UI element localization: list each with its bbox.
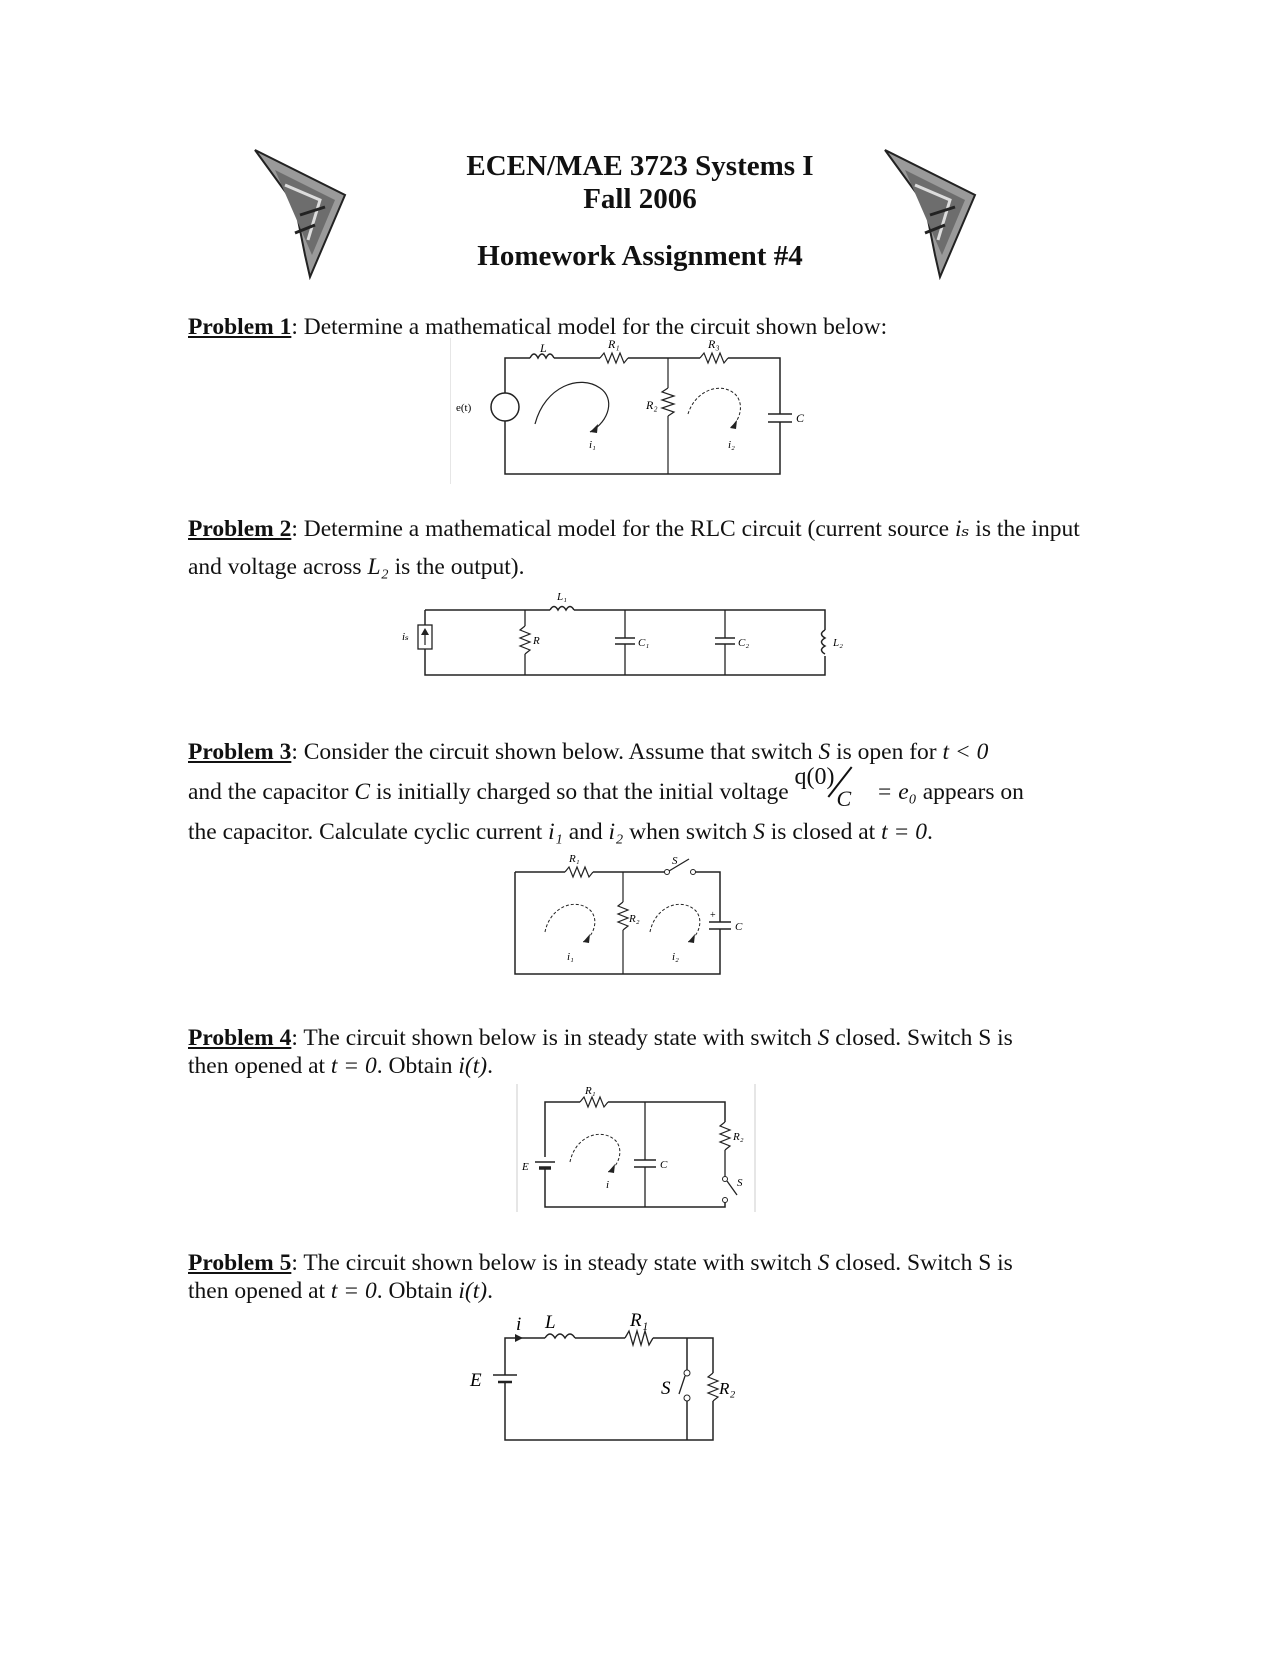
problem-4: [188, 1024, 1088, 1080]
circuit-4-label-S: S: [737, 1177, 743, 1189]
circuit-5-label-i: i: [516, 1314, 522, 1335]
circuit-1-label-R3: R₃: [708, 337, 720, 351]
problem-3-sym-S-2: S: [753, 819, 765, 845]
assignment-title: Homework Assignment #4: [477, 240, 803, 272]
problem-3-text-c: and the capacitor: [188, 779, 355, 805]
problem-4-func: i(t): [458, 1053, 488, 1079]
course-title: ECEN/MAE 3723 Systems I: [466, 150, 814, 182]
problem-3-sym-S: S: [818, 739, 831, 765]
problem-3-sym-i1: i₁: [548, 819, 563, 845]
problem-5-text-a: : The circuit shown below is in steady state with switch: [291, 1250, 818, 1276]
problem-4-line-2: [188, 1052, 1088, 1080]
problem-5-text-end: .: [487, 1278, 493, 1304]
problem-4-line-1: [188, 1024, 1088, 1052]
problem-3-sym-C: C: [354, 779, 371, 805]
problem-3-text-end: .: [926, 819, 933, 845]
problem-3-sym-i2: i₂: [608, 819, 624, 845]
circuit-5-label-R1: R₁: [630, 1310, 649, 1331]
circuit-3: [505, 852, 775, 987]
circuit-2-label-R: R: [533, 635, 540, 647]
circuit-1-label-i1: i₁: [589, 439, 596, 451]
circuit-4-label-R1: R₁: [585, 1085, 596, 1097]
circuit-3-label-i1: i₁: [567, 951, 574, 963]
circuit-5: [465, 1308, 755, 1448]
problem-3: [188, 732, 1088, 852]
problem-4-text-a: : The circuit shown below is in steady state with switch: [291, 1025, 818, 1051]
problem-3-fraction: [794, 764, 877, 811]
circuit-3-label-R1: R₁: [569, 853, 580, 865]
problem-3-text-and: and: [562, 819, 609, 845]
problem-3-text-e: appears on: [916, 779, 1024, 805]
problem-2-text-b: is the input and voltage across: [188, 516, 1080, 580]
problem-3-text-b: is open for: [830, 739, 943, 765]
circuit-3-label-C: C: [735, 921, 743, 933]
circuit-3-label-R2: R₂: [629, 913, 640, 925]
bomber-logo-right: [880, 145, 990, 280]
problem-4-text-b: closed. Switch S is: [829, 1025, 1013, 1051]
problem-4-sym-S: S: [817, 1025, 830, 1051]
circuit-2-label-is: iₛ: [402, 631, 409, 643]
circuit-1: [450, 336, 810, 486]
problem-3-frac-den: C: [836, 786, 852, 811]
problem-3-text-f: the capacitor. Calculate cyclic current: [188, 819, 549, 845]
problem-3-text-h: is closed at: [764, 819, 882, 845]
problem-3-line-2: [188, 764, 1088, 812]
problem-3-line-3: [188, 812, 1088, 852]
problem-1-text: : Determine a mathematical model for the circuit shown below:: [291, 314, 888, 340]
problem-5-line-1: [188, 1249, 1088, 1277]
problem-4-text-d: . Obtain: [376, 1053, 459, 1079]
problem-5-text-b: closed. Switch S is: [829, 1250, 1013, 1276]
circuit-4-label-E: E: [522, 1161, 529, 1173]
circuit-5-label-E: E: [470, 1370, 482, 1391]
circuit-2-label-L1: L₁: [557, 591, 567, 603]
circuit-5-label-R2: R₂: [719, 1379, 736, 1398]
circuit-2-label-C1: C₁: [638, 637, 650, 649]
problem-2-text-c: is the output).: [388, 554, 525, 580]
problem-3-text-a: : Consider the circuit shown below. Assume that switch: [291, 739, 819, 765]
circuit-2-label-C2: C₂: [738, 637, 750, 649]
problem-4-text-c: then opened at: [188, 1053, 331, 1079]
term: Fall 2006: [583, 183, 697, 215]
problem-3-cond-t0: t = 0: [881, 819, 927, 845]
problem-3-text-eq: = e₀: [876, 779, 917, 805]
circuit-4-label-i: i: [606, 1179, 610, 1191]
circuit-2: [400, 590, 860, 690]
problem-5-label: Problem 5: [188, 1250, 292, 1276]
problem-3-line-1: [188, 732, 1088, 772]
circuit-4-label-C: C: [660, 1159, 668, 1171]
problem-3-cond: t < 0: [942, 739, 989, 765]
problem-5-line-2: [188, 1277, 1088, 1305]
circuit-4: [515, 1082, 760, 1214]
problem-2-sym-is: iₛ: [954, 516, 970, 542]
circuit-5-label-L: L: [545, 1312, 556, 1333]
problem-3-frac-num: q(0): [794, 764, 835, 790]
circuit-2-label-L2: L₂: [833, 637, 843, 649]
circuit-3-label-S: S: [672, 855, 678, 867]
problem-5-text-c: then opened at: [188, 1278, 331, 1304]
problem-3-text-d: is initially charged so that the initial voltage: [370, 779, 795, 805]
circuit-1-label-C: C: [796, 411, 805, 425]
problem-3-text-g: when switch: [623, 819, 754, 845]
problem-1-label: Problem 1: [188, 314, 292, 340]
circuit-1-label-i2: i₂: [728, 439, 735, 451]
problem-5-cond-t0: t = 0: [330, 1278, 377, 1304]
problem-4-label: Problem 4: [188, 1025, 292, 1051]
circuit-1-label-L: L: [540, 341, 547, 355]
problem-5-func: i(t): [458, 1278, 488, 1304]
problem-5: [188, 1249, 1088, 1305]
circuit-1-label-R1: R₁: [608, 337, 620, 351]
problem-2-label: Problem 2: [188, 516, 292, 542]
problem-3-label: Problem 3: [188, 739, 292, 765]
circuit-1-label-R2: R₂: [646, 398, 658, 412]
problem-4-text-end: .: [487, 1053, 493, 1079]
bomber-logo-left: [250, 145, 360, 280]
problem-4-cond-t0: t = 0: [330, 1053, 377, 1079]
circuit-4-label-R2: R₂: [733, 1131, 744, 1143]
problem-5-sym-S: S: [817, 1250, 830, 1276]
problem-2-text-a: : Determine a mathematical model for the RLC circuit (current source: [291, 516, 955, 542]
problem-2-sym-L2: L₂: [367, 554, 389, 580]
problem-5-text-d: . Obtain: [376, 1278, 459, 1304]
circuit-1-label-source: e(t): [456, 402, 472, 414]
problem-2: [188, 510, 1108, 586]
circuit-3-label-plus: +: [710, 910, 716, 921]
circuit-3-label-i2: i₂: [672, 951, 679, 963]
circuit-5-label-S: S: [661, 1378, 671, 1399]
